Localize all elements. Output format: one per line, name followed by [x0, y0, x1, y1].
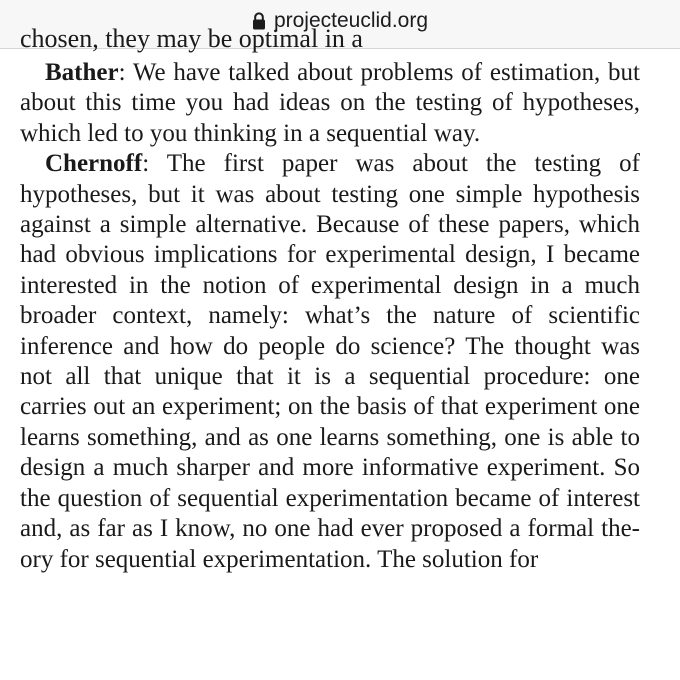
paragraph-bather [20, 58, 640, 149]
paragraph-text: : The first paper was about the testing of hypotheses, but it was about testing one simple hypothesis against a simple alternative. Because of these papers, which had obvious implications for experimental design, I became interested in the notion of experimental design in a much broader context, namely: what’s the nature of scientific inference and how do people do science? The thought was not all that unique that it is a sequential procedure: one carries out an experiment; on the basis of that experiment one learns something, and as one learns something, one is able to design a much sharper and more informative experiment. So the question of sequential experimentation became of interest and, as far as I know, no one had ever proposed a formal theory for sequential experimentation. The solution for [20, 150, 640, 573]
paragraph-text: : We have talked about problems of estimation, but about this time you had ideas on the testing of hypotheses, which led to you thinking in a sequential way. [20, 59, 640, 147]
paragraph-chernoff [20, 149, 640, 575]
partially-visible-line [20, 24, 460, 54]
speaker-name: Bather [45, 59, 119, 86]
speaker-name: Chernoff [45, 150, 143, 178]
url-text: projecteuclid.org [273, 9, 429, 32]
cut-line-text: chosen, they may be optimal in a [20, 24, 363, 53]
article-body [20, 58, 640, 575]
